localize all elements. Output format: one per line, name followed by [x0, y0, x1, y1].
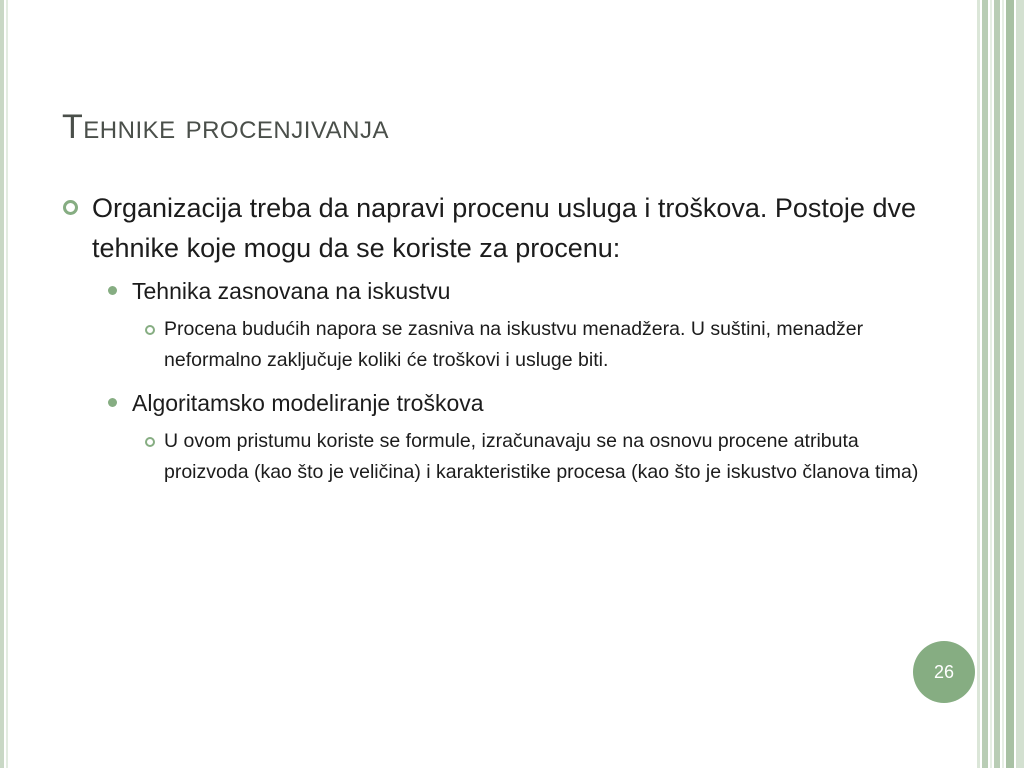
- bullet-text: Algoritamsko modeliranje troškova: [132, 390, 484, 416]
- slide-title: Tehnike procenjivanja: [62, 108, 389, 146]
- decorative-stripe: [982, 0, 988, 768]
- decorative-stripe: [994, 0, 1000, 768]
- decorative-stripe: [1016, 0, 1024, 768]
- decorative-stripe: [977, 0, 980, 768]
- bullet-level2-experience: [132, 274, 922, 308]
- ring-bullet-icon: [63, 200, 78, 215]
- slide-content: [62, 188, 922, 488]
- left-border: [0, 0, 4, 768]
- bullet-text: Organizacija treba da napravi procenu usluga i troškova. Postoje dve tehnike koje mogu da se koriste za procenu:: [92, 193, 916, 263]
- page-number: 26: [933, 661, 955, 682]
- ring-bullet-icon: [145, 325, 155, 335]
- bullet-text: Procena budućih napora se zasniva na iskustvu menadžera. U suštini, menadžer neformalno zaključuje koliki će troškovi i usluge biti.: [164, 318, 864, 371]
- left-border-inner: [6, 0, 8, 768]
- bullet-level2-algorithmic: [132, 386, 922, 420]
- bullet-text: Tehnika zasnovana na iskustvu: [132, 278, 451, 304]
- ring-bullet-icon: [145, 437, 155, 447]
- decorative-stripe: [1002, 0, 1004, 768]
- bullet-level3-algorithmic-detail: [164, 426, 922, 488]
- bullet-level3-experience-detail: [164, 314, 922, 376]
- decorative-stripe: [1006, 0, 1014, 768]
- page-number-badge: [913, 641, 975, 703]
- bullet-text: U ovom pristumu koriste se formule, izračunavaju se na osnovu procene atributa proizvoda (kao što je veličina) i karakteristike procesa (kao što je iskustvo članova tima): [164, 430, 919, 483]
- dot-bullet-icon: [108, 286, 117, 295]
- bullet-level1: [62, 188, 922, 268]
- decorative-stripe: [990, 0, 992, 768]
- dot-bullet-icon: [108, 398, 117, 407]
